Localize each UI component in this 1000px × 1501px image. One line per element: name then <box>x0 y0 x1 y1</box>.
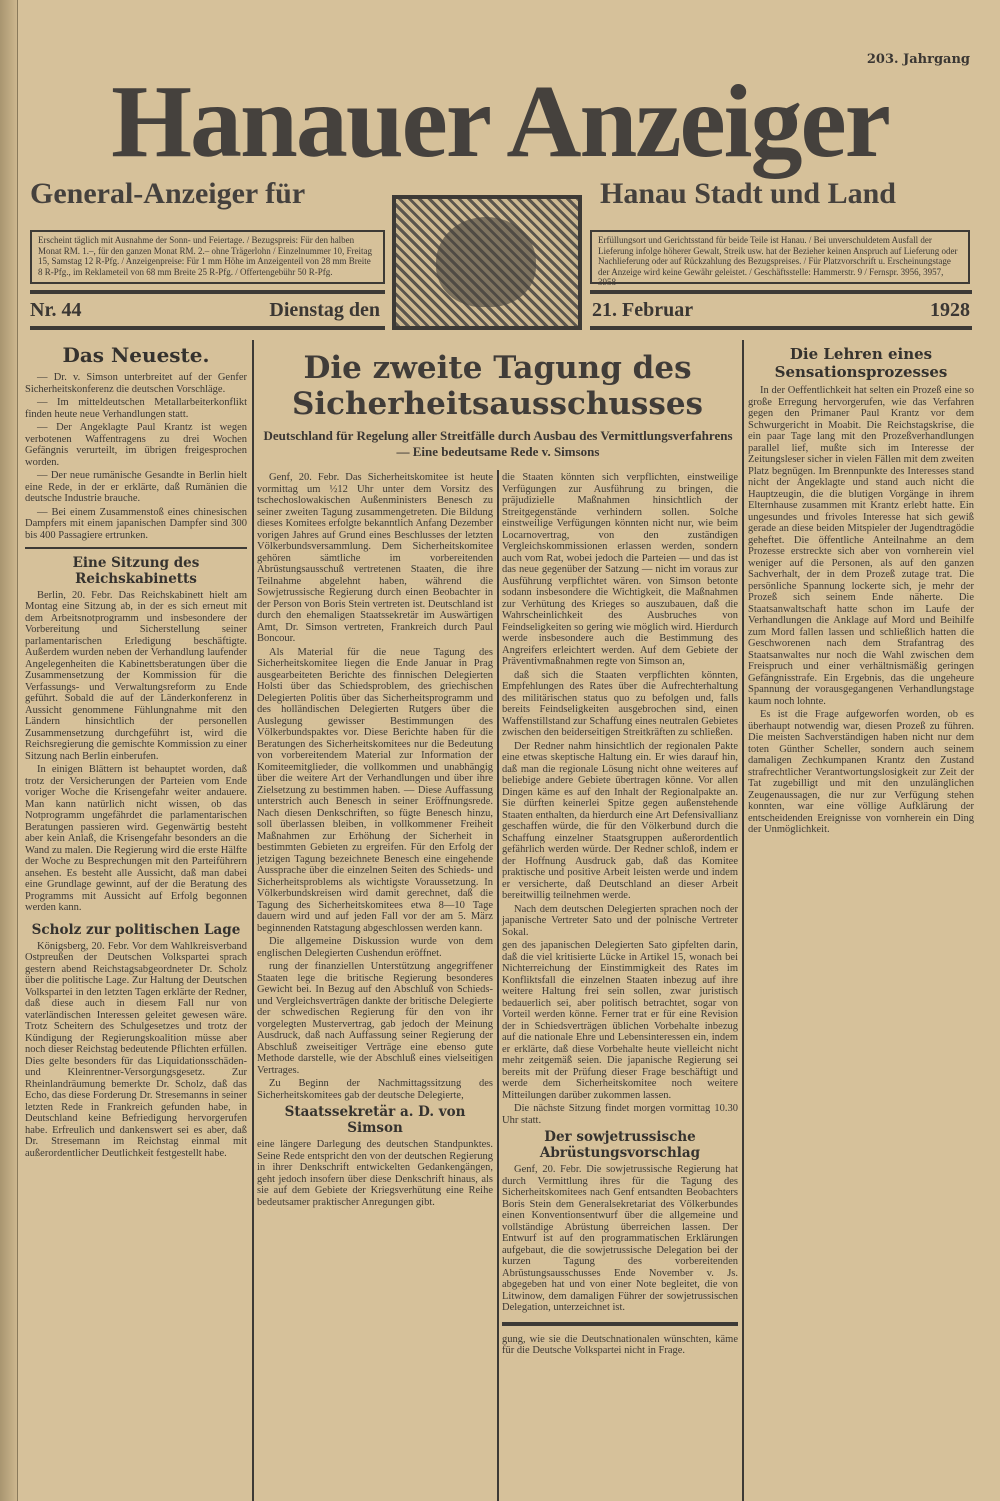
article-title: Eine Sitzung des Reichskabinetts <box>72 554 200 587</box>
right-column <box>748 345 974 838</box>
article-paragraph: Nach dem deutschen Delegierten sprachen noch der japanische Vertreter Sato und der polnische Vertreter Sokal. <box>502 903 738 938</box>
article-paragraph: eine längere Darlegung des deutschen Standpunktes. Seine Rede entspricht den von der deutschen Regierung in ihrer Denkschrift entwickelten Gedankengängen, geht jedoch insofern über diese Denkschrift hinaus, als sie auf dem Gebiete der Kriegsverhütung eine Reihe bedeutsamer praktischer Anregungen gibt. <box>257 1139 493 1208</box>
article-paragraph: In einigen Blättern ist behauptet worden, daß trotz der Versicherungen der Parteien vom Ende voriger Woche die Krisengefahr weiter andauere. Man kann natürlich nicht wissen, ob das Notprogramm ungefährdet die parlamentarischen Beratungen passieren wird. Gegenwärtig besteht aber kein Anlaß, die Krisengefahr besonders an die Wand zu malen. Die Regierung wird die erste Hälfte der Woche zu Besprechungen mit den Parteiführern ansehen. Es besteht alle Aussicht, daß man dabei eine Grundlage gewinnt, auf der die Beratung des Programms mit Aussicht auf Erfolg begonnen werden kann. <box>25 764 247 913</box>
center-column-a <box>257 472 493 1210</box>
subtitle-left: General-Anzeiger für <box>30 177 306 210</box>
newspaper-title <box>25 64 975 179</box>
news-item: — Bei einem Zusammenstoß eines chinesischen Dampfers mit einem japanischen Dampfer sind 300 bis 400 Passagiere ertrunken. <box>25 506 247 541</box>
column-divider <box>742 340 744 1501</box>
left-column <box>25 342 247 1161</box>
adjacent-page-edge <box>0 0 18 1501</box>
article-paragraph: gen des japanischen Delegierten Sato gipfelten darin, daß die viel kritisierte Lücke in Artikel 15, wonach bei Nichterreichung der Einstimmigkeit des Rates im Konfliktsfall die einzelnen Staaten inbezug auf ihre weitere Haltung frei sein sollen, zwar juristisch bedauerlich sei, aber politisch betrachtet, sogar von Vorteil werden könne. Ferner trat er für eine Revision der in Schiedsverträgen üblichen Vorbehalte inbezug auf die nationale Ehre und Lebensinteressen ein, indem er erklärte, daß diese Vorbehalte heute vielleicht nicht mehr zeitgemäß seien. Die japanische Regierung sei bereits mit der Prüfung dieser Frage beschäftigt und werde dem Sicherheitskomitee noch weitere Mitteilungen darüber zukommen lassen. <box>502 940 738 1101</box>
article-paragraph: Die nächste Sitzung findet morgen vormittag 10.30 Uhr statt. <box>502 1103 738 1126</box>
column-divider <box>497 470 499 1501</box>
article-paragraph: In der Oeffentlichkeit hat selten ein Prozeß eine so große Erregung hervorgerufen, wie das Verfahren gegen den Primaner Paul Krantz vor dem Schwurgericht in Moabit. Die Reichstagskrise, die ein paar Tage lang mit den Prozeßverhandlungen parallel lief, mußte sich im Interesse der Zeitungsleser sicher in vielen Fällen mit dem zweiten Platz begnügen. Im Brennpunkte des Interesses stand nicht der Angeklagte und stand auch nicht die Hauptzeugin, die die blutigen Vorgänge in ihrem Elternhause zusammen mit Krantz erlebt hatte. Ein ungesundes und frivoles Interesse hat sich gewiß gerade an diese beiden Mitspieler der Jugendtragödie geheftet. Die öffentliche Anteilnahme an dem Prozesse erstreckte sich aber von vornherein viel weniger auf die Personen, als auf den ganzen Sachverhalt, der in dem Prozeß zutage trat. Die persönliche Spannung lockerte sich, je mehr der Prozeß sich seinem Ende näherte. Die Staatsanwaltschaft hatte schon im Laufe der Verhandlungen die Anklage auf Mord und Beihilfe zum Mord fallen lassen und schließlich hatten die Geschworenen nach dem Strafantrag des Staatsanwaltes nur noch die Wahl zwischen dem Freispruch und einer verhältnismäßig geringen Gefängnisstrafe. Ein Ergebnis, das die ungeheure Spannung der vorausgegangenen Verhandlungstage kaum noch lohnte. <box>748 385 974 707</box>
divider <box>502 1322 738 1326</box>
volume-year: 203. Jahrgang <box>866 52 970 67</box>
divider <box>590 290 972 294</box>
sowjet-section <box>502 1129 738 1314</box>
article-paragraph: Berlin, 20. Febr. Das Reichskabinett hielt am Montag eine Sitzung ab, in der es sich erneut mit dem Arbeitsnotprogramm und insbesondere der Vorbereitung und Sicherstellung seiner parlamentarischen Erledigung beschäftigte. Außerdem wurden neben der Verhandlung laufender Angelegenheiten die Kabinettsberatungen über die Zusammensetzung der Kommission für die Verfassungs- und Verwaltungsreform zu Ende geführt. Sobald die auf der Länderkonferenz in Aussicht genommene Fühlungnahme mit den Ländern hinsichtlich der personellen Zusammensetzung durchgeführt ist, wird die Reichsregierung die gemischte Kommission zu einer Sitzung nach Berlin einberufen. <box>25 589 247 762</box>
headline-deck: Deutschland für Regelung aller Streitfälle durch Ausbau des Vermittlungsverfahrens — Eine bedeutsame Rede v. Simsons <box>263 428 733 459</box>
article-paragraph: Es ist die Frage aufgeworfen worden, ob es überhaupt notwendig war, diesen Prozeß zu führen. Die meisten Sachverständigen haben nicht nur dem toten Günther Scheller, sondern auch seinem damaligen Zechkumpanen Krantz den Zustand strafrechtlicher Verantwortungslosigkeit zur Zeit der Tat zugebilligt und mit den unzulänglichen Zeugenaussagen, die nur zur Verfügung stehen konnten, war eine völlige Aufklärung der entscheidenden Ereignisse von vornherein ein Ding der Unmöglichkeit. <box>748 709 974 835</box>
subtitle-right: Hanau Stadt und Land <box>600 177 896 210</box>
divider <box>25 547 247 549</box>
date: 21. Februar <box>592 299 694 321</box>
article-paragraph: Der Redner nahm hinsichtlich der regionalen Pakte eine etwas skeptische Haltung ein. Er wies darauf hin, daß man die regionale Lösung nicht ohne weiteres auf beliebige andere Gebiete übertragen könne. Vor allen Dingen käme es auf den Inhalt der Regionalpakte an. Sie dürften keinerlei Spitze gegen außenstehende Staaten enthalten, da hierdurch eine Art Defensivallianz geschaffen würde, die für den Völkerbund durch die Schaffung einzelner Staatsgruppen außerordentlich gefährlich werden würde. Der Redner schloß, indem er der Hoffnung Ausdruck gab, daß das Komitee praktische und positive Arbeit leisten werde und indem er versicherte, daß Deutschland an dieser Arbeit bereitwillig teilnehmen werde. <box>502 740 738 901</box>
article-paragraph: rung der finanziellen Unterstützung angegriffener Staaten lege die britische Regierung besonderes Gewicht bei. In Bezug auf den Abschluß von Schieds- und Vergleichsverträgen dankte der britische Delegierte der schwedischen Regierung für den von ihr vorgelegten Mustervertrag, gab jedoch der Meinung Ausdruck, daß nach Auffassung seiner Regierung der Abschluß zweiseitiger Verträge eine ebenso gute Methode darstelle, wie der Abschluß eines vielseitigen Vertrages. <box>257 961 493 1076</box>
article-paragraph: Genf, 20. Febr. Die sowjetrussische Regierung hat durch Vermittlung ihres für die Tagung des Sicherheitskomitees nach Genf entsandten Beobachters Boris Stein dem Generalsekretariat des Völkerbundes einen Konventionsentwurf über die allgemeine und vollständige Abrüstung überreichen lassen. Der Entwurf ist auf den programmatischen Erklärungen aufgebaut, die die sowjetrussische Delegation bei der kurzen Tagung des vorbereitenden Abrüstungsausschusses Ende November v. Js. abgegeben hat und von einer Note begleitet, die von Litwinow, dem damaligen Führer der sowjetrussischen Delegation, unterzeichnet ist. <box>502 1164 738 1313</box>
news-item: — Der neue rumänische Gesandte in Berlin hielt eine Rede, in der er erklärte, daß Rumänien die deutsche Industrie brauche. <box>25 470 247 504</box>
article-paragraph: Königsberg, 20. Febr. Vor dem Wahlkreisverband Ostpreußen der Deutschen Volkspartei sprach gestern abend Reichstagsabgeordneter Dr. Scholz über die politische Lage. Zur Haltung der Deutschen Volkspartei in den letzten Tagen erklärte der Redner, daß diese auch in diesem Fall nur von vaterländischen Interessen geleitet gewesen wäre. Trotz Scheitern des Schulgesetzes und trotz der Kündigung der Regierungskoalition müsse aber noch dieser Reichstag bedeutende Pflichten erfüllen. Dies gelte besonders für das Liquidationsschäden- und Kleinrentner-Versorgungsgesetz. Zur Rheinlandräumung bemerkte Dr. Scholz, daß das Echo, das diese Forderung Dr. Stresemanns in seiner letzten Rede in Frankreich gefunden habe, in Deutschland keine Befriedigung hervorgerufen habe. Erfreulich und dankenswert sei es aber, daß Dr. Stresemann im Reichstag einmal mit außerordentlicher Deutlichkeit festgestellt habe. <box>25 940 247 1159</box>
year: 1928 <box>930 299 970 321</box>
section-title: Das Neueste. <box>62 343 210 367</box>
article-subtitle: Staatssekretär a. D. von Simson <box>284 1104 466 1136</box>
continuation-text: gung, wie sie die Deutschnationalen wünschten, käme für die Deutsche Volkspartei nicht in Frage. <box>502 1333 738 1356</box>
article-paragraph: daß sich die Staaten verpflichten könnten, Empfehlungen des Rates über die Aufrechterhaltung des militärischen status quo zu befolgen und, falls bereits Feindseligkeiten ausgebrochen sind, einen Waffenstillstand zur Schaffung eines neutralen Gebietes zwischen den beiderseitigen Streitkräften zu schließen. <box>502 669 738 738</box>
news-item: — Der Angeklagte Paul Krantz ist wegen verbotenen Waffentragens zu drei Wochen Gefängnis verurteilt, im übrigen freigesprochen worden. <box>25 422 247 468</box>
news-item: — Dr. v. Simson unterbreitet auf der Genfer Sicherheitskonferenz die deutschen Vorschläge. <box>25 372 247 395</box>
simson-section <box>257 1104 493 1208</box>
legal-info-box: Erfüllungsort und Gerichtsstand für beide Teile ist Hanau. / Bei unverschuldetem Ausfall der Lieferung infolge höherer Gewalt, Streik usw. hat der Bezieher keinen Anspruch auf Lieferung oder Nachlieferung oder auf Rückzahlung des Bezugspreises. / Für Platzvorschrift u. Erscheinungstage der Anzeige wird keine Gewähr geleistet. / Geschäftsstelle: Hammerstr. 9 / Fernspr. 3956, 3957, 3958 <box>590 230 970 284</box>
coat-of-arms-emblem <box>392 195 582 330</box>
subscription-info-box: Erscheint täglich mit Ausnahme der Sonn- und Feiertage. / Bezugspreis: Für den halben Monat RM. 1.–, für den ganzen Monat RM. 2.– ohne Trägerlohn / Einzelnummer 10, Freitag 15, Samstag 12 R-Pfg. / Anzeigenpreise: Für 1 mm Höhe im Anzeigenteil von 28 mm Breite 8 R-Pfg., im Reklameteil von 68 mm Breite 25 R-Pfg. / Offertengebühr 50 R-Pfg. <box>30 230 385 284</box>
weekday: Dienstag den <box>269 299 380 321</box>
article-title: Der sowjetrussische Abrüstungsvorschlag <box>539 1129 701 1161</box>
divider <box>30 326 385 330</box>
article-paragraph: Zu Beginn der Nachmittagssitzung des Sicherheitskomitees gab der deutsche Delegierte, <box>257 1078 493 1101</box>
article-title: Scholz zur politischen Lage <box>31 921 241 938</box>
article-title: Die Lehren eines Sensationsprozesses <box>774 345 948 381</box>
main-headline: Die zweite Tagung des Sicherheitsausschusses <box>291 350 703 422</box>
article-paragraph: Die allgemeine Diskussion wurde von dem englischen Delegierten Cushendun eröffnet. <box>257 936 493 959</box>
article-paragraph: Als Material für die neue Tagung des Sicherheitskomitee liegen die Ende Januar in Prag ausgearbeiteten Berichte des finnischen Delegierten Holsti über das Schiedsproblem, des griechischen Delegierten Politis über das Sicherheitsprogramm und des holländischen Delegierten Rutgers über die Auslegung gewisser Bestimmungen des Völkerbundspaktes vor. Diese Berichte haben für die Beratungen des Sicherheitskomitees nur die Bedeutung von vorbereitendem Material zur Information der Komiteemitglieder, die vollkommen und unabhängig über die weitere Art der Verhandlungen und über ihre Zielsetzung zu bestimmen haben. — Diese Auffassung unterstrich auch Benesch in seiner Eröffnungsrede. Nach diesen Denkschriften, so fügte Benesch hinzu, soll überlassen bleiben, in vollkommener Freiheit Maßnahmen zur Erhöhung der Sicherheit in bestimmten Gebieten zu ergreifen. Für den Erfolg der jetzigen Tagung bezeichnete Benesch eine eingehende Aussprache über die einzelnen Seiten des Schieds- und Sicherheitsproblems als wichtigste Voraussetzung. In Völkerbundskreisen wird damit gerechnet, daß die Tagung des Sicherheitskomitees etwa 8—10 Tage dauern wird und auf jeden Fall vor der am 5. März beginnenden Ratstagung abgeschlossen werden kann. <box>257 646 493 934</box>
divider <box>590 326 972 330</box>
center-column-b <box>502 472 738 1359</box>
article-paragraph: die Staaten könnten sich verpflichten, einstweilige Verfügungen zur Ausführung zu bringen, die präjudizielle Maßnahmen hinsichtlich der Streitgegenstände verhindern sollen. Solche einstweilige Verfügungen könnten nicht nur, wie beim Locarnovertrag, von den zuständigen Vergleichskommissionen erlassen werden, sondern auch vom Rat, wobei jedoch die Parteien — und das ist das neue gegenüber der Satzung — nicht im voraus zur Ausführung verpflichtet wären. von Simson betonte sodann insbesondere die Wichtigkeit, die Maßnahmen zur Verhütung des Krieges so auszubauen, daß die Wahrscheinlichkeit des Ausbruches von Feindseligkeiten so gering wie möglich wird. Hierdurch werde insbesondere auch die Bestimmung des Angreifers erleichtert werden. Auf dem Gebiete der Präventivmaßnahmen regte von Simson an, <box>502 472 738 667</box>
article-paragraph: Genf, 20. Febr. Das Sicherheitskomitee ist heute vormittag um ½12 Uhr unter dem Vorsitz des tschechoslowakischen Außenministers Benesch zu seiner zweiten Tagung zusammengetreten. Die Bildung dieses Komitees erfolgte bekanntlich Anfang Dezember vorigen Jahres auf Grund eines Beschlusses der letzten Völkerbundsversammlung. Dem Sicherheitskomitee gehören sämtliche im vorbereitenden Abrüstungsausschuß vertretenen Staaten, die ihre Teilnahme abgelehnt haben, während die Sowjetrussische Regierung durch einen Beobachter in der Person von Boris Stein vertreten ist. Deutschland ist durch den ehemaligen Staatssekretär im Auswärtigen Amt, Dr. Simson vertreten, Frankreich durch Paul Boncour. <box>257 472 493 644</box>
news-item: — Im mitteldeutschen Metallarbeiterkonflikt finden heute neue Verhandlungen statt. <box>25 397 247 420</box>
issue-number: Nr. 44 <box>30 299 82 321</box>
column-divider <box>252 340 254 1501</box>
title-text: Hanauer Anzeiger <box>111 64 889 179</box>
divider <box>30 290 385 294</box>
